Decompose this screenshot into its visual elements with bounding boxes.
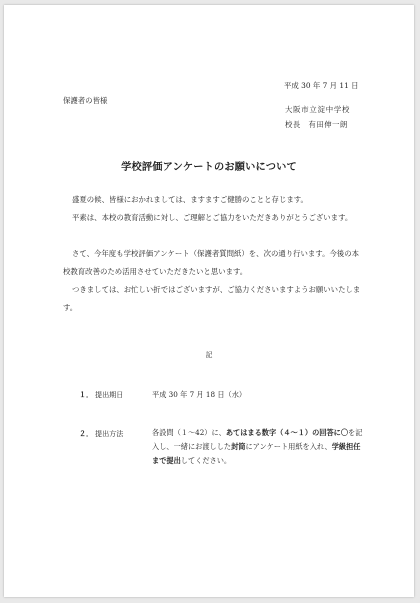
- note-label: 記: [205, 351, 213, 359]
- item-2-text-7: してください。: [180, 456, 232, 465]
- principal-name: 校長 有田伸一朗: [285, 120, 348, 129]
- paragraph-survey: さて、今年度も学校評価アンケート（保護者質問紙）を、次の通り行います。今後の本校教育改善のため活用させていただきたいと思います。: [63, 249, 360, 276]
- item-2-number: ２．: [79, 430, 93, 438]
- item-1-label: 提出期日: [95, 390, 124, 399]
- paragraph-request: つきましては、お忙しい折ではございますが、ご協力くださいますようお願いいたします。: [63, 285, 361, 312]
- item-2-label: 提出方法: [95, 429, 124, 438]
- item-2-text-1: 各設問（１～42）に、: [152, 428, 226, 437]
- item-2-value: [152, 426, 366, 468]
- paragraph-greeting: 盛夏の候、皆様におかれましては、ますますご健勝のことと存じます。: [72, 195, 308, 204]
- document-page: [4, 5, 414, 597]
- item-2-text-4: 封筒: [231, 442, 246, 451]
- item-2-text-2: あてはまる数字（４～１）の回答に〇: [225, 428, 349, 437]
- item-1-number: １．: [79, 391, 93, 399]
- school-name: 大阪市立淀中学校: [285, 105, 351, 114]
- recipient-text: 保護者の皆様: [63, 96, 108, 105]
- item-1-value: 平成 30 年 7 月 18 日（水）: [152, 390, 247, 399]
- paragraph-thanks: 平素は、本校の教育活動に対し、ご理解とご協力をいただきありがとうございます。: [72, 213, 353, 222]
- item-2-text-6: 学級担任まで提出: [152, 442, 361, 465]
- date-text: 平成 30 年 7 月 11 日: [284, 81, 359, 90]
- document-title: 学校評価アンケートのお願いについて: [121, 162, 297, 173]
- item-2-text-5: にアンケート用紙を入れ、: [245, 442, 332, 451]
- item-2-text-3: を記入し、一緒にお渡しした: [152, 428, 363, 451]
